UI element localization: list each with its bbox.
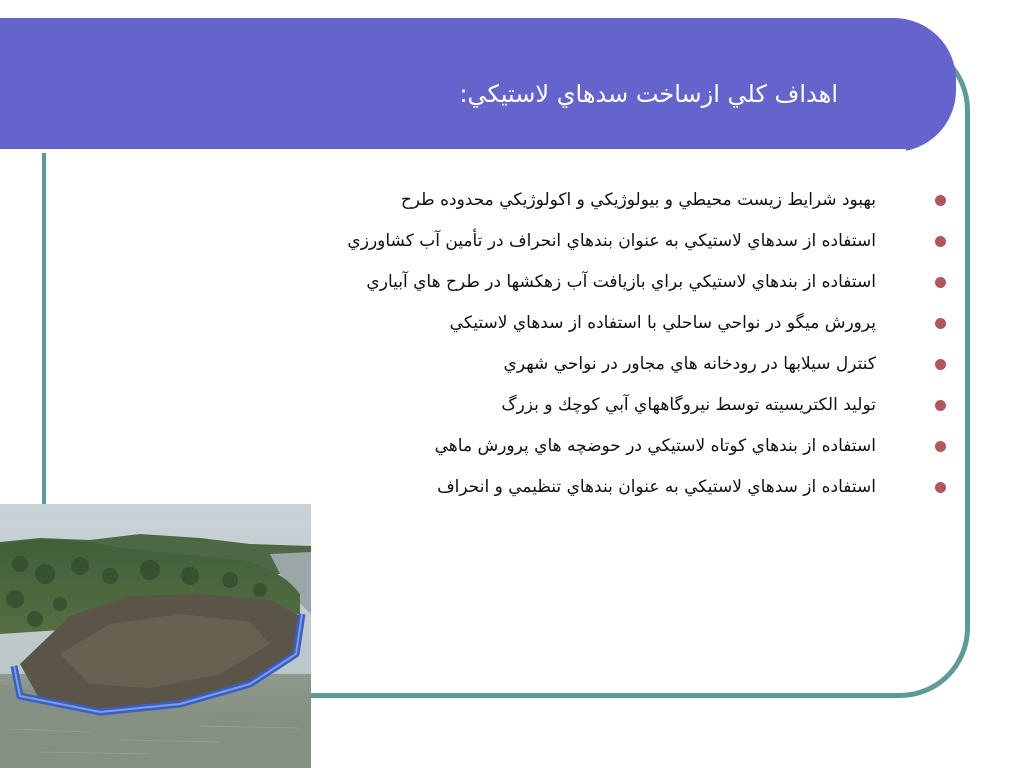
- bullet-icon: [935, 236, 946, 247]
- rubber-dam-photo-image: [0, 504, 311, 768]
- list-item: [186, 387, 946, 428]
- slide-title: اهداف كلي ازساخت سدهاي لاستيكي:: [459, 80, 838, 108]
- bullet-text: استفاده از سدهاي لاستيكي به عنوان بندهاي انحراف در تأمين آب كشاورزي: [347, 231, 876, 251]
- bullet-icon: [935, 277, 946, 288]
- list-item: [186, 428, 946, 469]
- list-item: [186, 223, 946, 264]
- title-underline: [0, 149, 906, 153]
- list-item: [186, 182, 946, 223]
- bullet-icon: [935, 195, 946, 206]
- bullet-icon: [935, 441, 946, 452]
- title-bar: [0, 18, 956, 152]
- list-item: [186, 305, 946, 346]
- bullet-text: بهبود شرايط زيست محيطي و بيولوژيكي و اكولوژيكي محدوده طرح: [400, 190, 876, 210]
- bullet-list: [186, 182, 946, 510]
- list-item: [186, 346, 946, 387]
- bullet-icon: [935, 400, 946, 411]
- bullet-text: استفاده از سدهاي لاستيكي به عنوان بندهاي تنظيمي و انحراف: [437, 477, 876, 497]
- bullet-text: كنترل سيلابها در رودخانه هاي مجاور در نواحي شهري: [503, 354, 876, 374]
- bullet-text: پرورش ميگو در نواحي ساحلي با استفاده از سدهاي لاستيكي: [449, 313, 876, 333]
- bullet-text: استفاده از بندهاي لاستيكي براي بازيافت آب زهكشها در طرح هاي آبياري: [366, 272, 876, 292]
- bullet-text: توليد الكتريسيته توسط نيروگاههاي آبي كوچك و بزرگ: [501, 395, 876, 415]
- list-item: [186, 264, 946, 305]
- bullet-text: استفاده از بندهاي كوتاه لاستيكي در حوضچه هاي پرورش ماهي: [434, 436, 876, 456]
- bullet-icon: [935, 482, 946, 493]
- bullet-icon: [935, 318, 946, 329]
- rubber-dam-photo: [0, 504, 311, 768]
- bullet-icon: [935, 359, 946, 370]
